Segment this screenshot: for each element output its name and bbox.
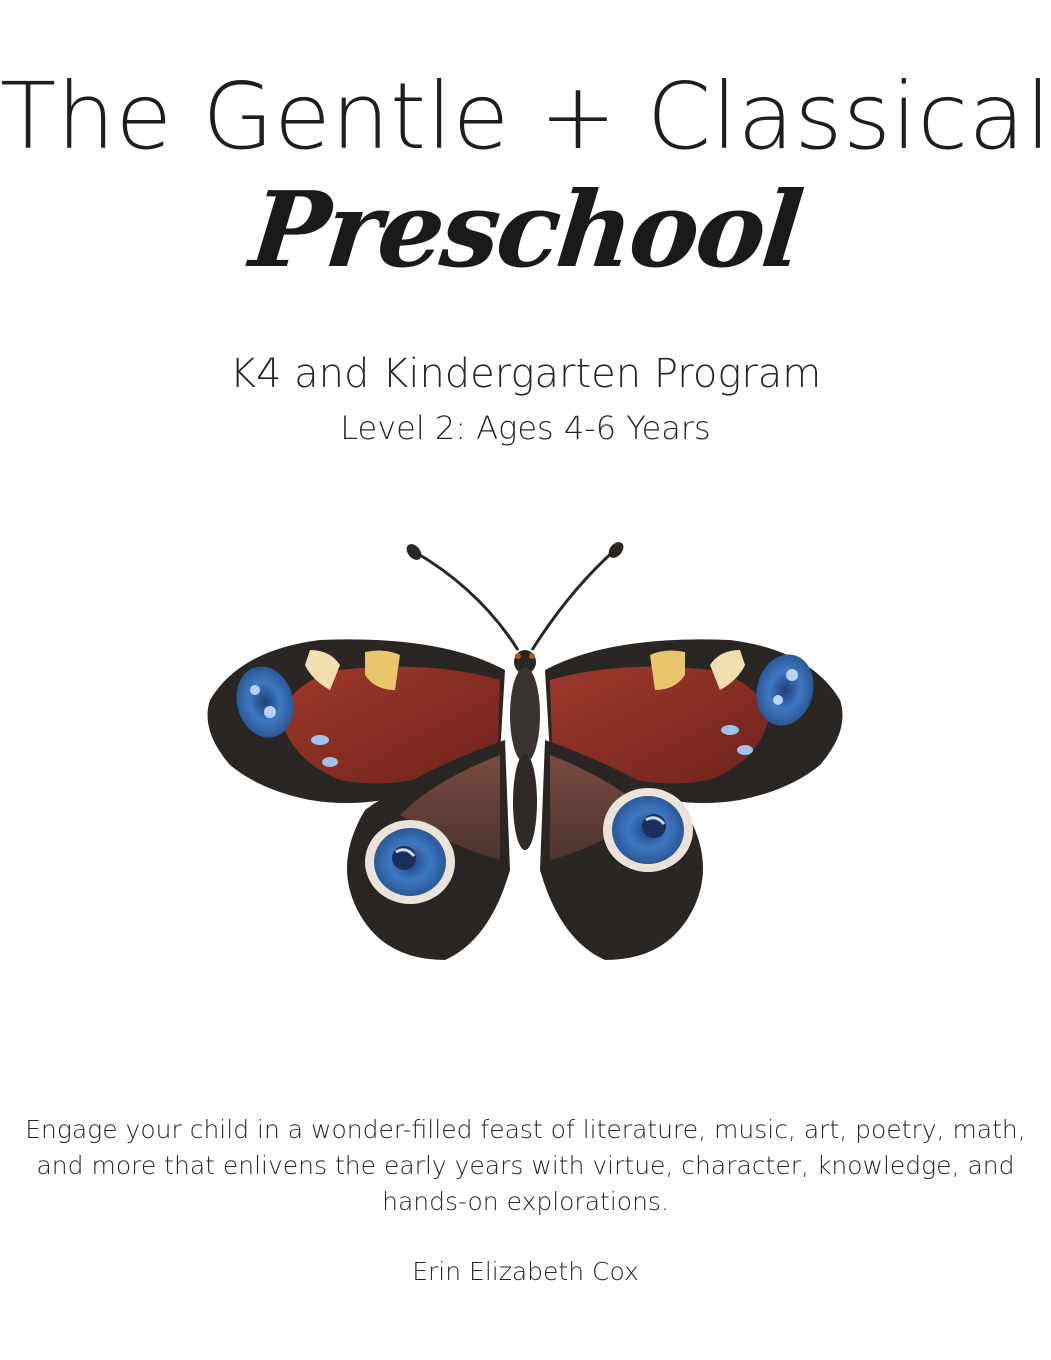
butterfly-body (510, 650, 540, 850)
subtitle: K4 and Kindergarten Program (229, 351, 822, 397)
author-name: Erin Elizabeth Cox (412, 1257, 639, 1286)
level-label: Level 2: Ages 4-6 Years (340, 409, 711, 447)
description: Engage your child in a wonder-filled feast of literature, music, art, poetry, math, and more that enlivens the early years with virtue, character, knowledge, and hands-on explorations. (25, 1115, 1026, 1216)
title-script: Preschool (245, 168, 806, 291)
butterfly-illustration (200, 540, 850, 970)
title-line: The Gentle + Classical (0, 63, 1051, 170)
antennae (404, 540, 627, 650)
